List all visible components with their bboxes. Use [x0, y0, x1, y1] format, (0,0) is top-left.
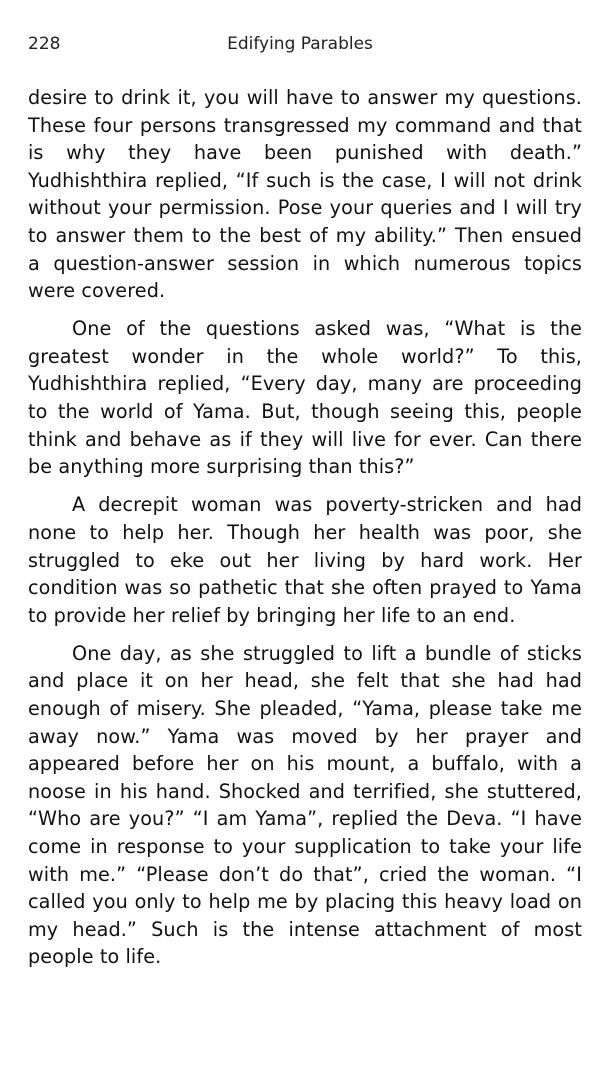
paragraph-continuation: desire to drink it, you will have to answer my questions. These four persons transgressed my command and that is why they have been punished with death.” Yudhishthira replied, “If such is the case, I will not drink without your permission. Pose your queries and I will try to answer them to the best of my ability.” Then ensued a question-answer session in which numerous topics were covered. [28, 86, 582, 303]
paragraph-decrepit-woman: A decrepit woman was poverty-stricken and had none to help her. Though her health was poor, she struggled to eke out her living by hard work. Her condition was so pathetic that she often prayed to Yama to provide her relief by bringing her life to an end. [28, 493, 582, 627]
page-number: 228 [28, 34, 61, 54]
paragraph-greatest-wonder: One of the questions asked was, “What is the greatest wonder in the whole world?” To this, Yudhishthira replied, “Every day, many are proceeding to the world of Yama. But, though seeing this, people think and behave as if they will live for ever. Can there be anything more surprising than this?” [28, 317, 582, 479]
scan-speck: · [34, 1044, 36, 1051]
running-title: Edifying Parables [227, 34, 373, 54]
body-text [28, 84, 582, 981]
paragraph-yama-visit: One day, as she struggled to lift a bundle of sticks and place it on her head, she felt that she had had enough of misery. She pleaded, “Yama, please take me away now.” Yama was moved by her prayer and appeared before her on his mount, a buffalo, with a noose in his hand. Shocked and terrified, she stuttered, “Who are you?” “I am Yama”, replied the Deva. “I have come in response to your supplication to take your life with me.” “Please don’t do that”, cried the woman. “I called you only to help me by placing this heavy load on my head.” Such is the intense attachment of most people to life. [28, 641, 582, 969]
page-header [28, 34, 572, 60]
